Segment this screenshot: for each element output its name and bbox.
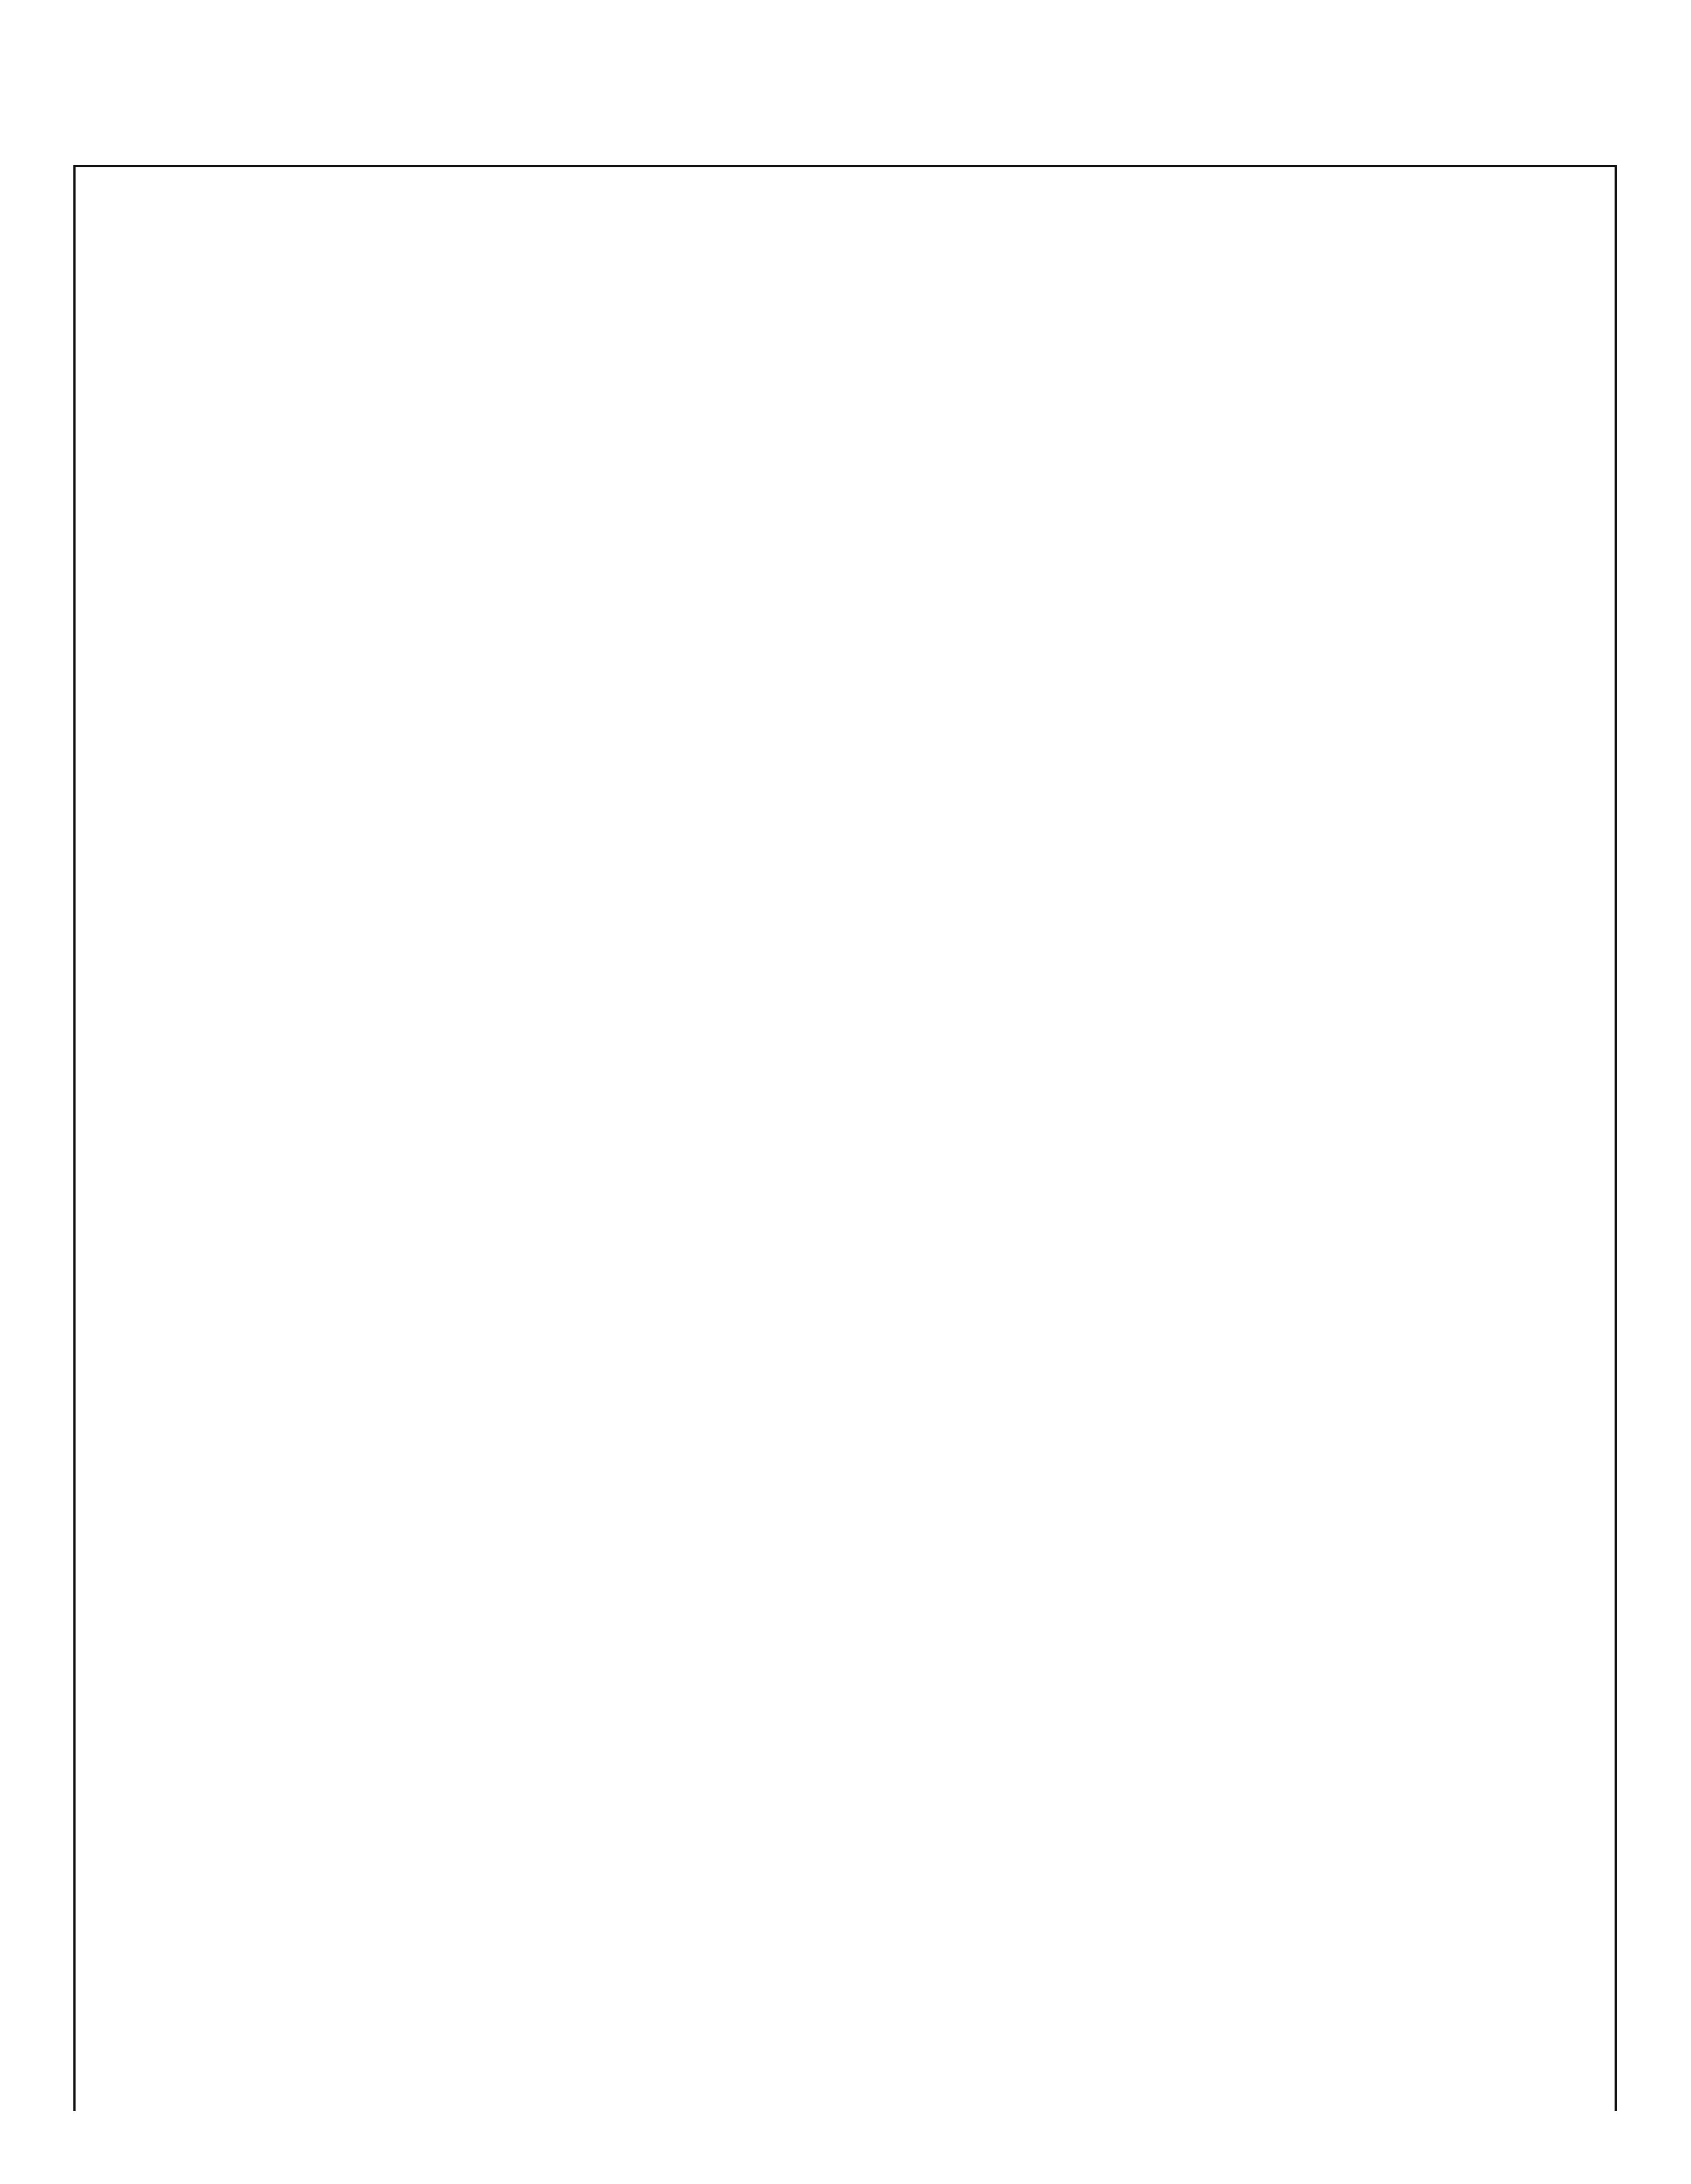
data-table-frame — [73, 165, 1617, 2111]
